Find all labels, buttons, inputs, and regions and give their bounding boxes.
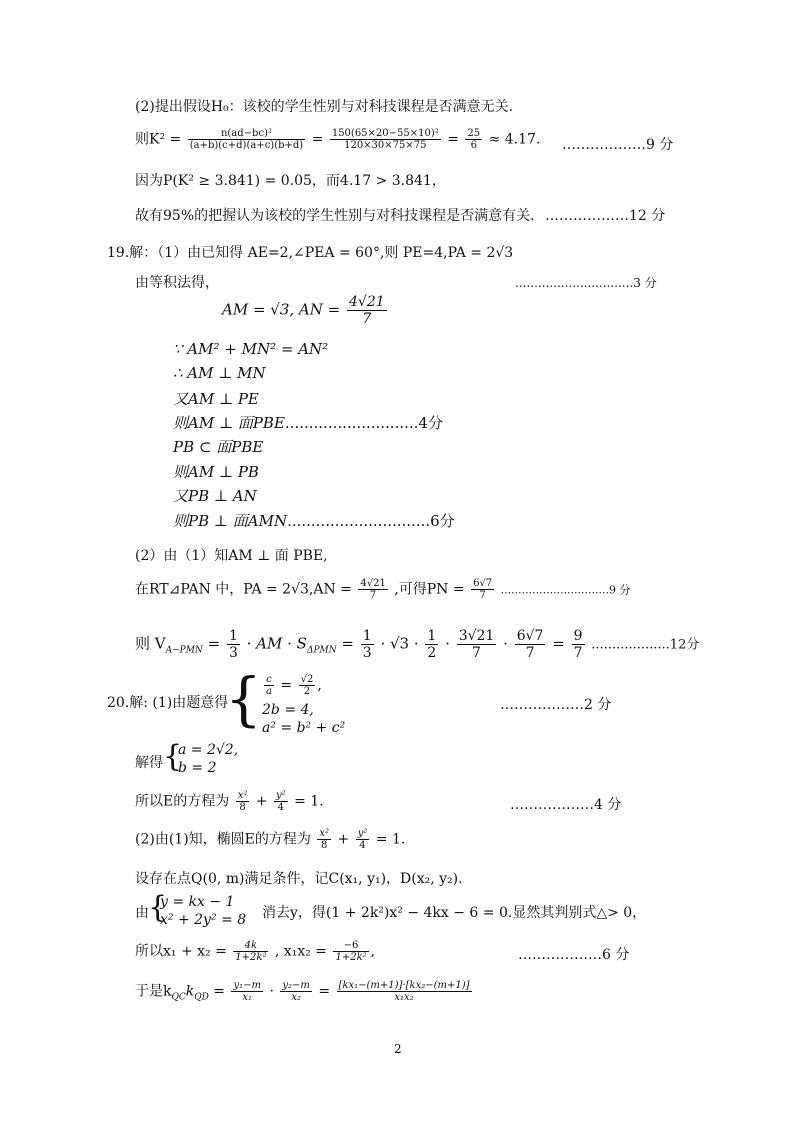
frac-numerator: n(ad−bc)² — [188, 128, 305, 140]
q19-step-8 — [173, 510, 455, 531]
k2-result: ≈ 4.17. — [488, 131, 541, 148]
frac-numerator: √2 — [300, 674, 314, 685]
conclusion-line: 故有95%的把握认为该校的学生性别与对科技课程是否满意有关. — [135, 208, 535, 224]
frac-denominator: 4 — [277, 802, 284, 813]
frac-1-3b — [361, 628, 374, 661]
rhs: = 1. — [294, 793, 324, 810]
score-9-a: ………………9 分 — [562, 137, 674, 153]
frac-denominator: 7 — [369, 590, 377, 601]
q20-system-eq3: a² = b² + c² — [262, 720, 346, 736]
probability-line: 因为P(K² ≥ 3.841) = 0.05，而4.17 > 3.841， — [135, 173, 446, 189]
k2-frac-simplified — [465, 128, 482, 151]
prod-frac — [333, 940, 368, 963]
frac-numerator: 1 — [362, 628, 372, 644]
frac-denominator: x₁ — [242, 992, 253, 1003]
sqrt2-over-2 — [299, 674, 316, 697]
eq: = — [280, 677, 293, 694]
frac-denominator: 120×30×75×75 — [344, 140, 427, 151]
q19-volume-line — [135, 628, 699, 661]
frac-1-2 — [425, 628, 438, 661]
frac-numerator: y₁−m — [233, 980, 262, 991]
eq: = — [318, 983, 331, 1000]
q19-step-6: 则AM ⊥ PB — [173, 463, 259, 481]
frac-denominator: 7 — [479, 590, 486, 601]
p2-label: (2)由(1)知，椭圆E的方程为 — [135, 831, 311, 848]
q19-heading: 19.解：（1）由已知得 AE=2,∠PEA = 60°,则 PE=4,PA = 2√3 — [107, 245, 514, 261]
frac-numerator: 1 — [228, 628, 238, 644]
frac-6sqrt7-7 — [515, 628, 546, 661]
frac-numerator: 4√21 — [349, 294, 385, 310]
frac-denominator: 8 — [239, 802, 246, 813]
q19-step-4 — [173, 412, 443, 433]
frac-denominator: (a+b)(c+d)(a+c)(b+d) — [189, 140, 304, 151]
q20-assume-line: 设存在点Q(0, m)满足条件，记C(x₁, y₁)，D(x₂, y₂). — [135, 871, 463, 887]
frac-denominator: 4 — [359, 840, 366, 851]
q19-equal-area: 由等积法得， — [135, 275, 219, 291]
frac-denominator: 7 — [573, 645, 583, 661]
score-4: ………………4 分 — [510, 797, 622, 813]
solution-brace: { — [163, 739, 183, 774]
step-text: 则PB ⊥ 面AMN — [173, 512, 288, 530]
q19-part2-intro: (2）由（1）知AM ⊥ 面 PBE, — [135, 548, 328, 564]
frac-numerator: 1 — [427, 628, 437, 644]
vol-mid: · AM · S — [246, 634, 307, 653]
q20-solution-label: 解得 — [135, 755, 163, 771]
q20-system-eq1 — [262, 674, 322, 697]
frac-numerator: [kx₁−(m+1)]·[kx₂−(m+1)] — [338, 980, 470, 991]
vol-sub2: ΔPMN — [306, 645, 337, 656]
prod-label: , x₁x₂ = — [274, 943, 328, 960]
vol-sub: A−PMN — [165, 645, 203, 656]
system-brace: { — [225, 665, 262, 733]
frac-numerator: y² — [275, 790, 286, 801]
q20-from-label: 由 — [135, 905, 149, 921]
c-over-a — [264, 674, 274, 697]
k2-label: 则K² = — [135, 131, 182, 148]
product-frac — [337, 980, 472, 1003]
frac-denominator: 7 — [362, 311, 372, 327]
system2-brace: { — [148, 890, 168, 925]
frac-denominator: 2 — [427, 645, 437, 661]
frac-numerator: 9 — [573, 628, 583, 644]
frac-denominator: 2 — [303, 686, 311, 697]
k-mid: k — [185, 983, 195, 1000]
q19-am-an-line — [222, 294, 389, 327]
frac-denominator: 6 — [470, 140, 477, 151]
y2-frac — [280, 980, 312, 1003]
score-6: ………………6 分 — [518, 947, 630, 963]
q19-step-5: PB ⊂ 面PBE — [173, 438, 264, 456]
frac-numerator: x² — [237, 790, 248, 801]
vol-label: 则 V — [135, 634, 166, 653]
eq: = — [213, 983, 226, 1000]
frac-3sqrt21-7 — [457, 628, 497, 661]
k2-formula-line — [135, 128, 540, 151]
frac-9-7 — [572, 628, 585, 661]
score-3: ...............................3 分 — [515, 276, 657, 290]
frac-numerator: 4√21 — [360, 578, 386, 589]
eq: = — [552, 634, 565, 653]
q20-vieta-line — [135, 940, 375, 963]
sqrt3: · √3 · — [380, 634, 419, 653]
sum-frac — [233, 940, 268, 963]
q19-rt-line — [135, 578, 631, 601]
k-sub-qd: QD — [194, 992, 209, 1003]
score-9-b: ...............................9 分 — [500, 583, 631, 597]
frac-numerator: 150(65×20−55×10)² — [331, 128, 439, 139]
q20-system2-eq1: y = kx − 1 — [160, 894, 235, 910]
an-frac — [347, 294, 387, 327]
dot: · — [503, 634, 508, 653]
k-label: 于是k — [135, 983, 172, 1000]
frac-numerator: 6√7 — [473, 578, 493, 589]
k2-frac-values — [330, 128, 441, 151]
step-dots: ..............................6分 — [287, 512, 455, 530]
dot: · — [269, 983, 274, 1000]
eq: = — [341, 634, 354, 653]
frac-denominator: 8 — [320, 840, 328, 851]
equals: = — [447, 131, 459, 148]
q20-eliminate-line: 消去y，得(1 + 2k²)x² − 4kx − 6 = 0.显然其判别式△> 0， — [262, 905, 647, 921]
frac-numerator: −6 — [333, 940, 368, 952]
score-2: ………………2 分 — [500, 697, 612, 713]
q19-step-1: ∵ AM² + MN² = AN² — [173, 340, 329, 358]
q19-step-3: 又AM ⊥ PE — [173, 390, 259, 408]
hypothesis-line: (2)提出假设H₀：该校的学生性别与对科技课程是否满意无关. — [135, 99, 514, 115]
q20-solution-a: a = 2√2, — [178, 742, 239, 758]
page-number: 2 — [394, 1042, 402, 1056]
rt-mid: ,可得PN = — [394, 581, 465, 598]
frac-denominator: 7 — [525, 645, 535, 661]
frac-numerator: y² — [357, 828, 368, 839]
comma: , — [317, 677, 322, 694]
frac-denominator: 3 — [362, 645, 372, 661]
frac-numerator: 4k — [233, 940, 268, 952]
frac-numerator: x² — [319, 828, 329, 839]
plus: + — [337, 831, 350, 848]
q20-ellipse-eq-line — [135, 790, 324, 813]
q19-step-7: 又PB ⊥ AN — [173, 487, 257, 505]
frac-numerator: 3√21 — [458, 628, 495, 644]
frac-numerator: c — [264, 674, 274, 686]
y2-over-4 — [274, 790, 288, 813]
frac-numerator: y₂−m — [282, 980, 310, 991]
x2-over-8 — [317, 828, 331, 851]
frac-denominator: x₁x₂ — [394, 992, 414, 1003]
score-12-a: ………………12 分 — [545, 208, 666, 224]
y1-frac — [231, 980, 263, 1003]
q20-heading: 20.解: (1)由题意得 — [107, 695, 229, 711]
q20-slope-product-line — [135, 980, 474, 1003]
k-sub-qc: QC — [171, 992, 186, 1003]
comma: , — [370, 943, 376, 960]
an-frac-small — [358, 578, 387, 601]
y2-over-4 — [356, 828, 370, 851]
q19-step-2: ∴ AM ⊥ MN — [173, 364, 266, 382]
plus: + — [255, 793, 268, 810]
frac-numerator: 25 — [467, 128, 481, 139]
q20-system2-eq2: x² + 2y² = 8 — [160, 912, 247, 928]
rhs: = 1. — [375, 831, 406, 848]
frac-denominator: 1+2k² — [235, 952, 267, 963]
frac-1-3 — [227, 628, 240, 661]
x2-over-8 — [236, 790, 250, 813]
equals: = — [311, 131, 324, 148]
q20-solution-b: b = 2 — [178, 760, 217, 776]
am-an-text: AM = √3, AN = — [222, 300, 341, 319]
frac-numerator: 6√7 — [516, 628, 544, 644]
frac-denominator: x₂ — [291, 992, 301, 1003]
eq: = — [207, 634, 221, 653]
frac-denominator: 1+2k² — [335, 952, 367, 963]
pn-frac — [471, 578, 494, 601]
rt-text: 在RT⊿PAN 中，PA = 2√3,AN = — [135, 581, 352, 598]
sum-label: 所以x₁ + x₂ = — [135, 943, 227, 960]
eq-label: 所以E的方程为 — [135, 793, 230, 810]
score-12-b: ...................12分 — [591, 637, 700, 653]
frac-denominator: a — [266, 686, 272, 697]
frac-denominator: 3 — [228, 645, 238, 661]
step-dots: ............................4分 — [284, 414, 443, 432]
dot: · — [445, 634, 450, 653]
frac-denominator: 7 — [472, 645, 481, 661]
q20-system-eq2: 2b = 4, — [262, 702, 314, 718]
k2-frac-general — [188, 128, 305, 151]
q20-part2-line — [135, 828, 405, 851]
step-text: 则AM ⊥ 面PBE — [173, 414, 285, 432]
